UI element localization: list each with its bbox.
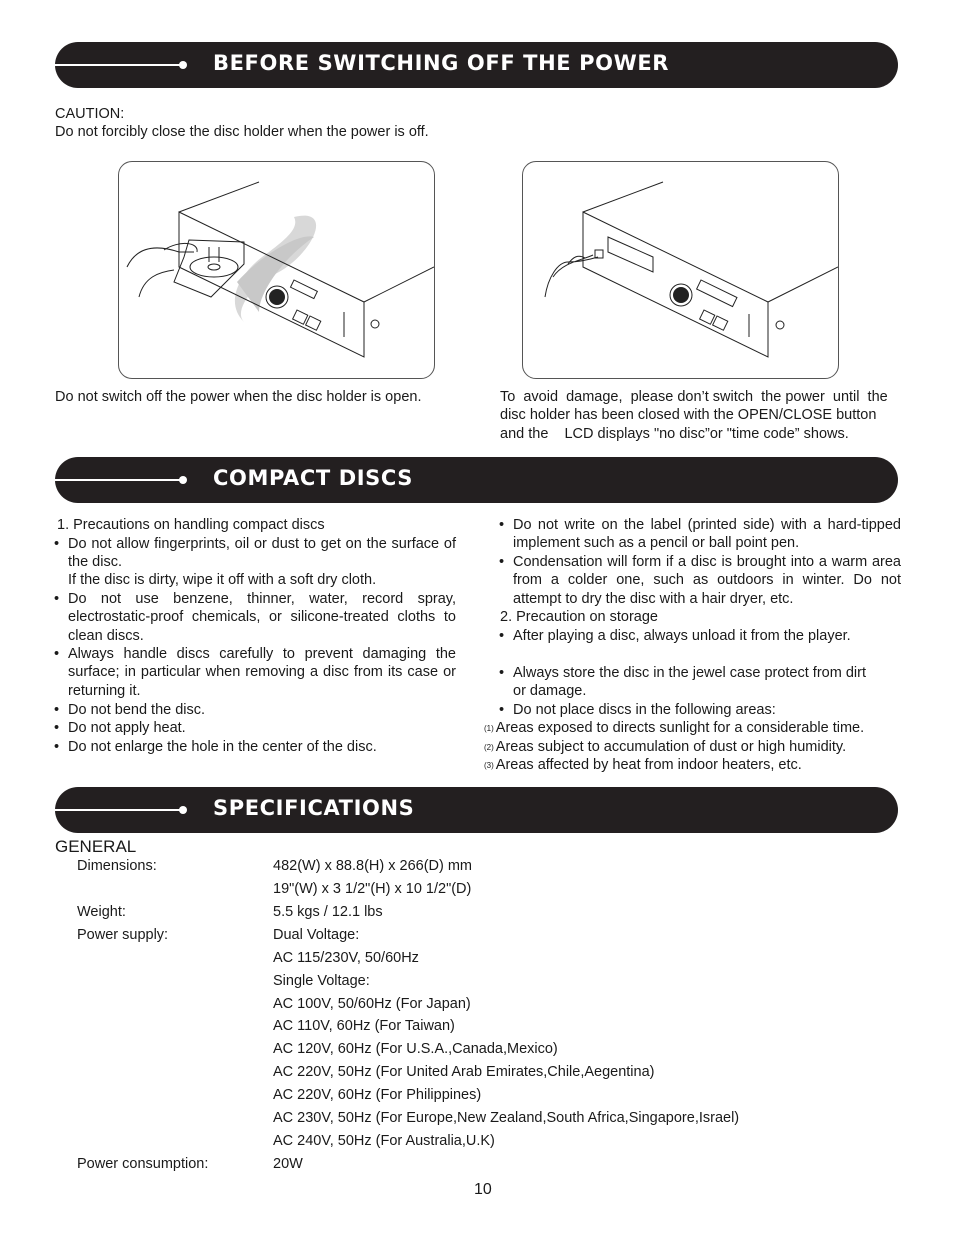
dirty-note: If the disc is dirty, wipe it off with a soft dry cloth. <box>68 572 377 588</box>
bullet-icon: • <box>54 739 60 755</box>
bullet-icon: • <box>54 646 60 662</box>
bullet-icon: • <box>54 720 60 736</box>
caution-text: Do not forcibly close the disc holder when the power is off. <box>55 124 429 140</box>
bullet-icon: • <box>54 702 60 718</box>
spec-label-dimensions: Dimensions: <box>77 858 157 874</box>
spec-value: AC 100V, 50/60Hz (For Japan) <box>273 996 471 1012</box>
section-title: BEFORE SWITCHING OFF THE POWER <box>213 51 670 75</box>
bullet-icon: • <box>54 591 60 607</box>
spec-value: 482(W) x 88.8(H) x 266(D) mm <box>273 858 473 874</box>
section-title: COMPACT DISCS <box>213 466 414 490</box>
specs-general-heading: GENERAL <box>55 837 137 856</box>
area-item: (2) Areas subject to accumulation of dust or high humidity. <box>484 739 847 755</box>
list-item: • Do not use benzene, thinner, water, record spray, electrostatic-proof chemicals, or silicone-treated cloths to clean discs. <box>54 591 456 644</box>
spec-value: Dual Voltage: <box>273 927 360 943</box>
banner-rule <box>55 64 180 66</box>
spec-label-power-supply: Power supply: <box>77 927 169 943</box>
illustration-disc-open <box>118 161 435 379</box>
page-number: 10 <box>474 1181 492 1198</box>
spec-value: AC 115/230V, 50/60Hz <box>273 950 419 966</box>
section-title: SPECIFICATIONS <box>213 796 415 820</box>
list-item: • Always store the disc in the jewel case protect from dirt or damage. <box>499 665 866 700</box>
disc-player-open-drawing <box>119 162 434 378</box>
list-item: • Do not place discs in the following areas: <box>499 702 776 718</box>
caption-right-line: and the LCD displays "no disc”or "time code” shows. <box>500 426 849 442</box>
caption-right-line: disc holder has been closed with the OPEN/CLOSE button <box>500 407 877 423</box>
caption-left: Do not switch off the power when the disc holder is open. <box>55 389 422 405</box>
spec-value: 19"(W) x 3 1/2"(H) x 10 1/2"(D) <box>273 881 472 897</box>
list-item: • Do not allow fingerprints, oil or dust to get on the surface of the disc. <box>54 536 456 571</box>
discs-heading-storage: 2. Precaution on storage <box>500 609 658 625</box>
banner-rule <box>55 809 180 811</box>
bullet-icon: • <box>499 554 505 570</box>
list-item: • Do not enlarge the hole in the center of the disc. <box>54 739 377 755</box>
caption-right-line: To avoid damage, please don’t switch the power until the <box>500 389 888 405</box>
banner-dot <box>179 806 187 814</box>
list-item: • After playing a disc, always unload it from the player. <box>499 628 851 644</box>
area-item: (3) Areas affected by heat from indoor heaters, etc. <box>484 757 802 773</box>
spec-value: AC 120V, 60Hz (For U.S.A.,Canada,Mexico) <box>273 1041 558 1057</box>
disc-player-closed-drawing <box>523 162 838 378</box>
caution-label: CAUTION: <box>55 106 125 122</box>
spec-value: AC 220V, 60Hz (For Philippines) <box>273 1087 482 1103</box>
spec-value: AC 110V, 60Hz (For Taiwan) <box>273 1018 455 1034</box>
spec-label-power-consumption: Power consumption: <box>77 1156 209 1172</box>
bullet-icon: • <box>499 517 505 533</box>
bullet-icon: • <box>499 665 505 681</box>
list-item: • Do not apply heat. <box>54 720 186 736</box>
section-banner-specifications <box>55 787 898 833</box>
banner-rule <box>55 479 180 481</box>
spec-label-weight: Weight: <box>77 904 126 920</box>
bullet-icon: • <box>54 536 60 552</box>
list-item: • Always handle discs carefully to prevent damaging the surface; in particular when removing a disc from its case or returning it. <box>54 646 456 699</box>
spec-value: AC 220V, 50Hz (For United Arab Emirates,Chile,Aegentina) <box>273 1064 655 1080</box>
bullet-icon: • <box>499 628 505 644</box>
section-banner-compact-discs <box>55 457 898 503</box>
spec-value: AC 230V, 50Hz (For Europe,New Zealand,South Africa,Singapore,Israel) <box>273 1110 740 1126</box>
discs-heading-handling: 1. Precautions on handling compact discs <box>57 517 325 533</box>
list-item: • Do not write on the label (printed side) with a hard-tipped implement such as a pencil or ball point pen. <box>499 517 901 552</box>
spec-value: 20W <box>273 1156 303 1172</box>
banner-dot <box>179 61 187 69</box>
list-item: • Do not bend the disc. <box>54 702 206 718</box>
spec-value: Single Voltage: <box>273 973 370 989</box>
bullet-icon: • <box>499 702 505 718</box>
area-item: (1) Areas exposed to directs sunlight for a considerable time. <box>484 720 865 736</box>
section-banner-power <box>55 42 898 88</box>
illustration-disc-closed <box>522 161 839 379</box>
list-item: • Condensation will form if a disc is brought into a warm area from a colder one, such as outdoors in winter. Do not attempt to dry the disc with a hair dryer, etc. <box>499 554 901 607</box>
spec-value: AC 240V, 50Hz (For Australia,U.K) <box>273 1133 495 1149</box>
spec-value: 5.5 kgs / 12.1 lbs <box>273 904 383 920</box>
banner-dot <box>179 476 187 484</box>
